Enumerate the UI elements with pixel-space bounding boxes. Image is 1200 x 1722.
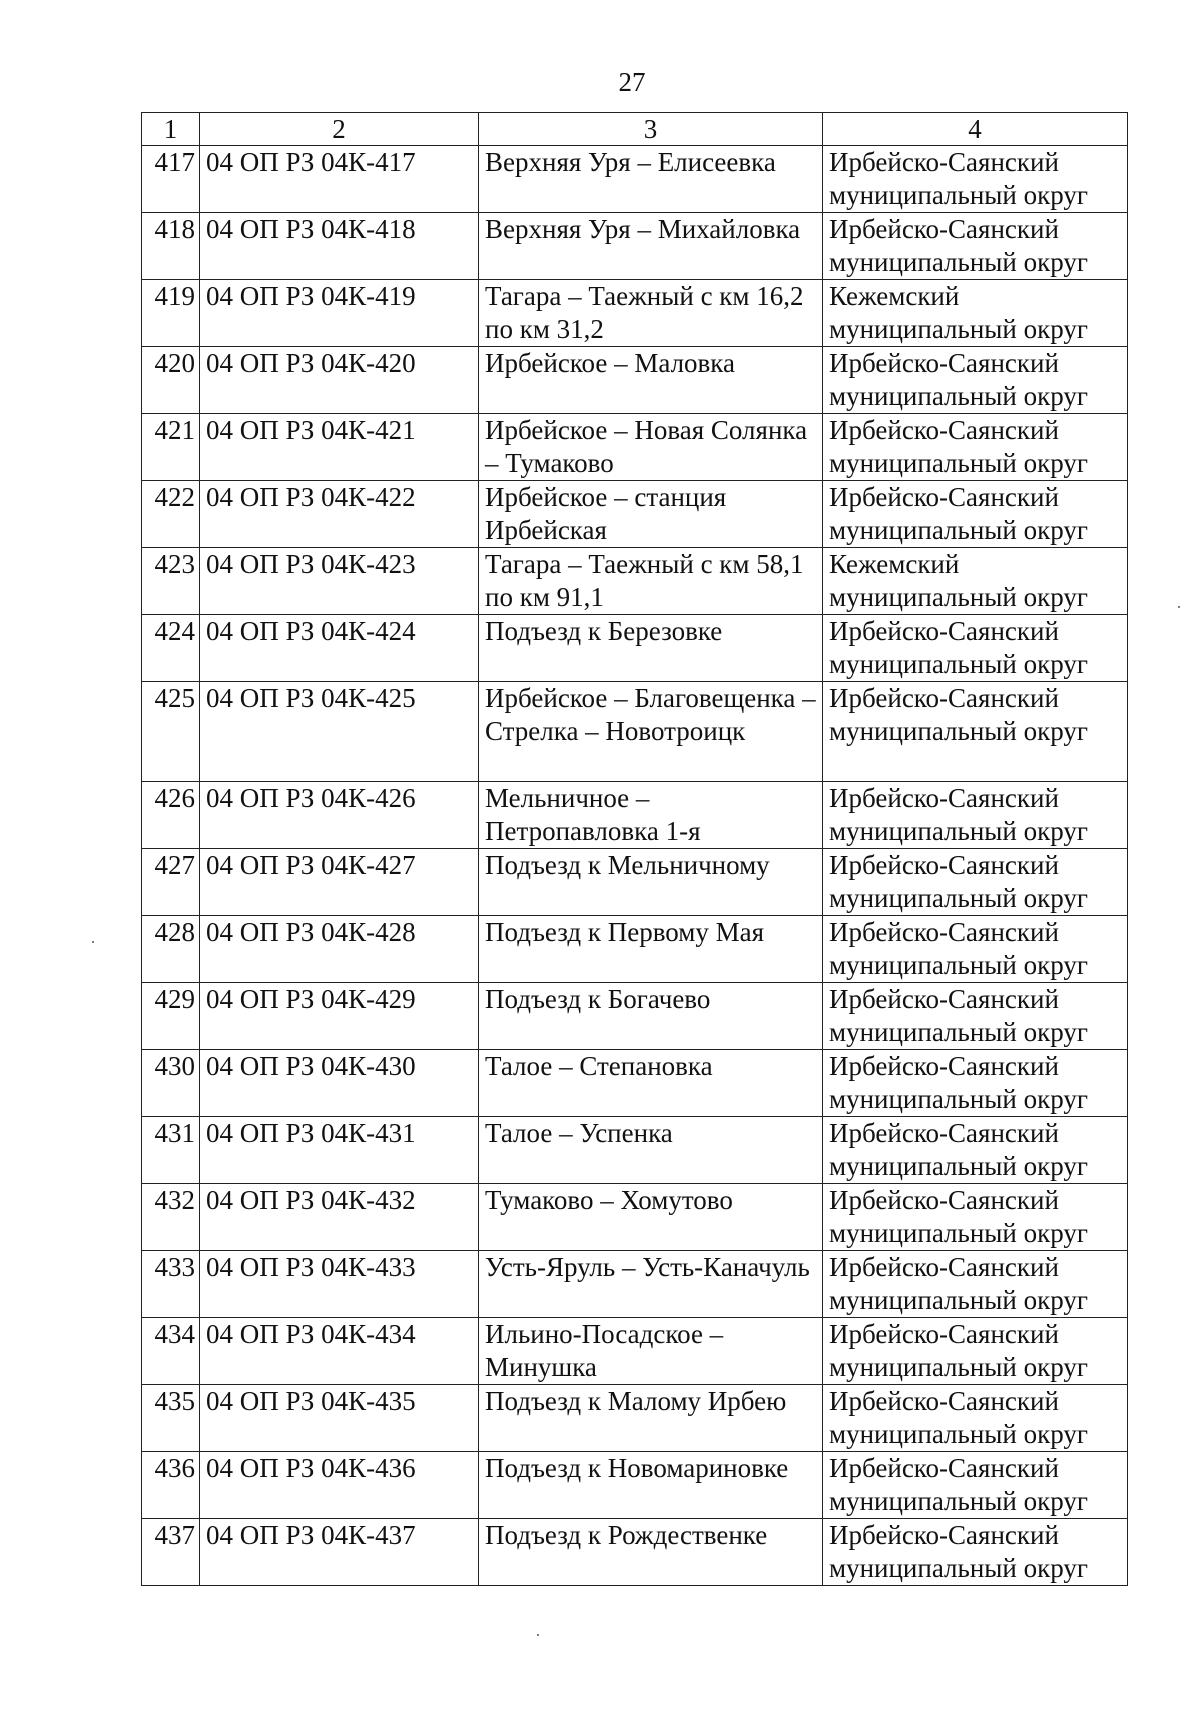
road-name-cell: Подъезд к Рождественке [479, 1519, 823, 1586]
road-code-cell: 04 ОП РЗ 04К-428 [200, 916, 479, 983]
row-number-cell: 429 [142, 983, 200, 1050]
table-row [142, 213, 1128, 280]
table-row [142, 146, 1128, 213]
road-name-cell: Талое – Успенка [479, 1117, 823, 1184]
page-number: 27 [618, 67, 646, 97]
road-name-cell: Ирбейское – Маловка [479, 347, 823, 414]
scan-speck [92, 941, 94, 943]
road-code-cell: 04 ОП РЗ 04К-421 [200, 414, 479, 481]
district-cell: Ирбейско-Саянский муниципальный округ [823, 1117, 1128, 1184]
table-row [142, 1184, 1128, 1251]
road-name-cell: Подъезд к Богачево [479, 983, 823, 1050]
road-code-cell: 04 ОП РЗ 04К-419 [200, 280, 479, 347]
district-cell: Ирбейско-Саянский муниципальный округ [823, 1318, 1128, 1385]
row-number-cell: 424 [142, 615, 200, 682]
road-code-cell: 04 ОП РЗ 04К-424 [200, 615, 479, 682]
header-cell-3: 3 [479, 113, 823, 146]
road-code-cell: 04 ОП РЗ 04К-436 [200, 1452, 479, 1519]
table-row [142, 849, 1128, 916]
road-name-cell: Верхняя Уря – Елисеевка [479, 146, 823, 213]
road-code-cell: 04 ОП РЗ 04К-427 [200, 849, 479, 916]
district-cell: Ирбейско-Саянский муниципальный округ [823, 983, 1128, 1050]
road-name-cell: Ирбейское – Благовещенка – Стрелка – Новотроицк [479, 682, 823, 782]
row-number-cell: 433 [142, 1251, 200, 1318]
row-number-cell: 425 [142, 682, 200, 782]
table-row [142, 1452, 1128, 1519]
header-cell-1: 1 [142, 113, 200, 146]
district-cell: Кежемский муниципальный округ [823, 548, 1128, 615]
row-number-cell: 428 [142, 916, 200, 983]
road-code-cell: 04 ОП РЗ 04К-422 [200, 481, 479, 548]
row-number-cell: 427 [142, 849, 200, 916]
road-code-cell: 04 ОП РЗ 04К-426 [200, 782, 479, 849]
roads-table [141, 112, 1128, 1586]
row-number-cell: 418 [142, 213, 200, 280]
table-row [142, 1519, 1128, 1586]
row-number-cell: 423 [142, 548, 200, 615]
road-name-cell: Подъезд к Новомариновке [479, 1452, 823, 1519]
district-cell: Ирбейско-Саянский муниципальный округ [823, 146, 1128, 213]
district-cell: Ирбейско-Саянский муниципальный округ [823, 1385, 1128, 1452]
district-cell: Ирбейско-Саянский муниципальный округ [823, 414, 1128, 481]
row-number-cell: 434 [142, 1318, 200, 1385]
road-name-cell: Подъезд к Первому Мая [479, 916, 823, 983]
table-row [142, 481, 1128, 548]
table-row [142, 548, 1128, 615]
row-number-cell: 419 [142, 280, 200, 347]
row-number-cell: 421 [142, 414, 200, 481]
table-header-row [142, 113, 1128, 146]
row-number-cell: 420 [142, 347, 200, 414]
road-name-cell: Ирбейское – станция Ирбейская [479, 481, 823, 548]
road-code-cell: 04 ОП РЗ 04К-429 [200, 983, 479, 1050]
scan-speck [1178, 606, 1180, 608]
district-cell: Ирбейско-Саянский муниципальный округ [823, 849, 1128, 916]
roads-table-body [142, 113, 1128, 1586]
row-number-cell: 426 [142, 782, 200, 849]
scan-speck [537, 1634, 539, 1636]
table-row [142, 1117, 1128, 1184]
row-number-cell: 417 [142, 146, 200, 213]
road-name-cell: Подъезд к Березовке [479, 615, 823, 682]
road-code-cell: 04 ОП РЗ 04К-432 [200, 1184, 479, 1251]
district-cell: Ирбейско-Саянский муниципальный округ [823, 1519, 1128, 1586]
road-name-cell: Ирбейское – Новая Солянка – Тумаково [479, 414, 823, 481]
district-cell: Ирбейско-Саянский муниципальный округ [823, 916, 1128, 983]
road-name-cell: Ильино-Посадское – Минушка [479, 1318, 823, 1385]
road-code-cell: 04 ОП РЗ 04К-418 [200, 213, 479, 280]
road-name-cell: Мельничное – Петропавловка 1-я [479, 782, 823, 849]
table-row [142, 1251, 1128, 1318]
row-number-cell: 430 [142, 1050, 200, 1117]
road-code-cell: 04 ОП РЗ 04К-434 [200, 1318, 479, 1385]
table-row [142, 916, 1128, 983]
table-row [142, 983, 1128, 1050]
road-code-cell: 04 ОП РЗ 04К-425 [200, 682, 479, 782]
table-row [142, 347, 1128, 414]
table-row [142, 682, 1128, 782]
road-code-cell: 04 ОП РЗ 04К-417 [200, 146, 479, 213]
table-row [142, 1385, 1128, 1452]
table-row [142, 615, 1128, 682]
road-name-cell: Подъезд к Малому Ирбею [479, 1385, 823, 1452]
district-cell: Ирбейско-Саянский муниципальный округ [823, 213, 1128, 280]
road-name-cell: Тагара – Таежный с км 16,2 по км 31,2 [479, 280, 823, 347]
district-cell: Ирбейско-Саянский муниципальный округ [823, 615, 1128, 682]
road-name-cell: Талое – Степановка [479, 1050, 823, 1117]
road-code-cell: 04 ОП РЗ 04К-420 [200, 347, 479, 414]
row-number-cell: 436 [142, 1452, 200, 1519]
road-code-cell: 04 ОП РЗ 04К-437 [200, 1519, 479, 1586]
road-name-cell: Тумаково – Хомутово [479, 1184, 823, 1251]
road-code-cell: 04 ОП РЗ 04К-423 [200, 548, 479, 615]
road-name-cell: Подъезд к Мельничному [479, 849, 823, 916]
table-row [142, 414, 1128, 481]
table-row [142, 280, 1128, 347]
row-number-cell: 437 [142, 1519, 200, 1586]
table-row [142, 1050, 1128, 1117]
road-code-cell: 04 ОП РЗ 04К-433 [200, 1251, 479, 1318]
road-name-cell: Тагара – Таежный с км 58,1 по км 91,1 [479, 548, 823, 615]
road-code-cell: 04 ОП РЗ 04К-430 [200, 1050, 479, 1117]
header-cell-4: 4 [823, 113, 1128, 146]
district-cell: Кежемский муниципальный округ [823, 280, 1128, 347]
row-number-cell: 432 [142, 1184, 200, 1251]
row-number-cell: 431 [142, 1117, 200, 1184]
header-cell-2: 2 [200, 113, 479, 146]
row-number-cell: 422 [142, 481, 200, 548]
road-code-cell: 04 ОП РЗ 04К-435 [200, 1385, 479, 1452]
table-row [142, 1318, 1128, 1385]
district-cell: Ирбейско-Саянский муниципальный округ [823, 1251, 1128, 1318]
district-cell: Ирбейско-Саянский муниципальный округ [823, 1184, 1128, 1251]
district-cell: Ирбейско-Саянский муниципальный округ [823, 1050, 1128, 1117]
district-cell: Ирбейско-Саянский муниципальный округ [823, 782, 1128, 849]
road-code-cell: 04 ОП РЗ 04К-431 [200, 1117, 479, 1184]
district-cell: Ирбейско-Саянский муниципальный округ [823, 1452, 1128, 1519]
road-name-cell: Верхняя Уря – Михайловка [479, 213, 823, 280]
district-cell: Ирбейско-Саянский муниципальный округ [823, 682, 1128, 782]
district-cell: Ирбейско-Саянский муниципальный округ [823, 347, 1128, 414]
district-cell: Ирбейско-Саянский муниципальный округ [823, 481, 1128, 548]
road-name-cell: Усть-Яруль – Усть-Каначуль [479, 1251, 823, 1318]
table-row [142, 782, 1128, 849]
row-number-cell: 435 [142, 1385, 200, 1452]
